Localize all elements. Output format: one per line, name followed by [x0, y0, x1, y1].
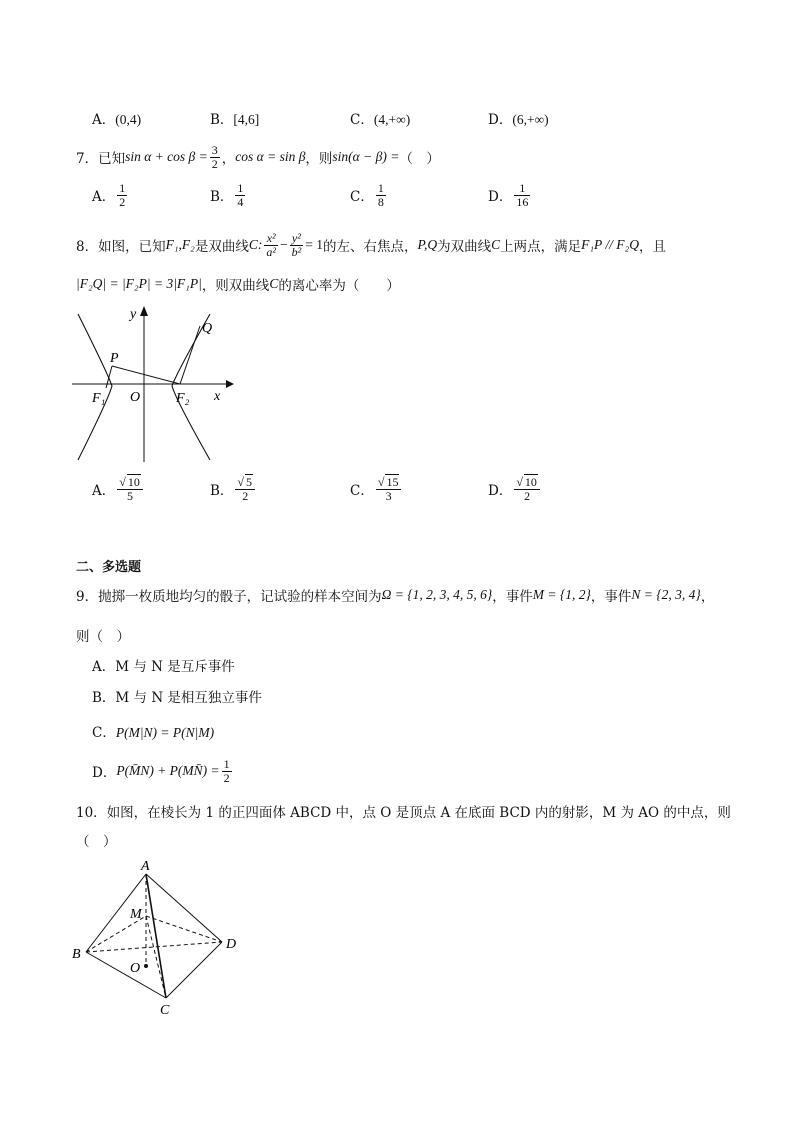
label-f2: F₂ — [176, 391, 190, 406]
q8-option-d: D． $\frac{√ 10}{2}$ — [488, 476, 542, 502]
q6-option-d: D．(6,+∞) — [488, 112, 549, 128]
q7-options — [92, 182, 532, 208]
y-axis-arrow — [140, 306, 148, 316]
q9-stem: 9． 抛掷一枚质地均匀的骰子，记试验的样本空间为 Ω = {1, 2, 3, 4, 5, 6} ，事件 M = {1, 2} ，事件 N = {2, 3, 4} ， — [76, 587, 715, 605]
label-p: P — [110, 351, 119, 366]
label-o: O — [130, 390, 141, 405]
label-f1: F₁ — [92, 391, 106, 406]
q8-option-c: C． $\frac{√ 15}{3}$ — [350, 476, 488, 502]
label-o: O — [130, 961, 141, 976]
q9-option-c: C．P(M|N) = P(N|M) — [92, 725, 215, 741]
q8-stem-line2: |F₂Q| = |F₂P| = 3|F₁P| ，则双曲线 C 的离心率为（ ） — [76, 276, 400, 294]
left-branch — [78, 314, 112, 460]
q8-options — [92, 476, 542, 502]
edge-cd — [166, 942, 222, 998]
edge-ac — [146, 874, 166, 998]
q7-option-a: A． $\frac{1}{2}$ — [92, 181, 126, 209]
q6-options — [92, 108, 549, 128]
q8-option-a: A． $\frac{√ 10}{5}$ — [92, 476, 210, 502]
label-y: y — [130, 307, 137, 322]
segment-pf2 — [112, 366, 180, 384]
label-x: x — [214, 389, 221, 404]
segment-mc — [146, 916, 166, 998]
label-a: A — [141, 859, 150, 874]
label-m: M — [130, 907, 142, 922]
q9-option-d: D． P(M̄N) + P(MN̄) = $\frac{1}{2}$ — [92, 757, 230, 785]
point-o — [144, 964, 148, 968]
label-d: D — [226, 937, 237, 952]
tetrahedron-figure — [68, 856, 248, 1018]
section-title-multiple-choice: 二、多选题 — [76, 560, 142, 575]
q6-option-c: C．(4,+∞) — [350, 112, 411, 128]
q9-option-b: B．M 与 N 是相互独立事件 — [92, 690, 262, 706]
q10-stem: 10． 如图，在棱长为 1 的正四面体 ABCD 中，点 O 是顶点 A 在底面 BCD 内的射影，M 为 AO 的中点，则 — [76, 805, 731, 821]
q7-option-c: C． $\frac{1}{8}$ — [350, 181, 384, 209]
x-axis-arrow — [226, 380, 234, 388]
label-b: B — [72, 947, 81, 962]
edge-bc — [86, 952, 166, 998]
segment-md — [146, 916, 222, 942]
q6-option-b: B．[4,6] — [210, 112, 260, 128]
label-c: C — [160, 1003, 170, 1018]
q7-fraction: $\frac{3}{2}$ — [211, 143, 218, 171]
q9-stem-line2: 则（ ） — [76, 629, 130, 645]
hyperbola-figure — [68, 304, 238, 466]
q8-option-b: B． $\frac{√ 5}{2}$ — [210, 476, 350, 502]
segment-f2q — [180, 326, 200, 384]
q6-option-a: A．(0,4) — [92, 112, 142, 128]
q8-stem-line1: 8． 如图，已知 F₁,F₂ 是双曲线 C: $\frac{\text{x²}}{\text{a²}}$ − $\frac{\text{y²}}{\text{b²}}$ = 1 的左、右焦点， P,Q 为双曲线 C 上两点，满足 F₁P // F₂Q ，且 — [76, 231, 666, 259]
q7-option-d: D． $\frac{1}{16}$ — [488, 181, 529, 209]
edge-ad — [146, 874, 222, 942]
label-q: Q — [202, 321, 213, 336]
q9-option-a: A．M 与 N 是互斥事件 — [92, 659, 235, 675]
q7-stem: 7． 已知 sin α + cos β = $\frac{3}{2}$ ， cos α = sin β ，则 sin(α − β) = （ ） — [76, 143, 440, 171]
q7-option-b: B． $\frac{1}{4}$ — [210, 181, 244, 209]
q10-stem-line2: （ ） — [76, 834, 117, 850]
